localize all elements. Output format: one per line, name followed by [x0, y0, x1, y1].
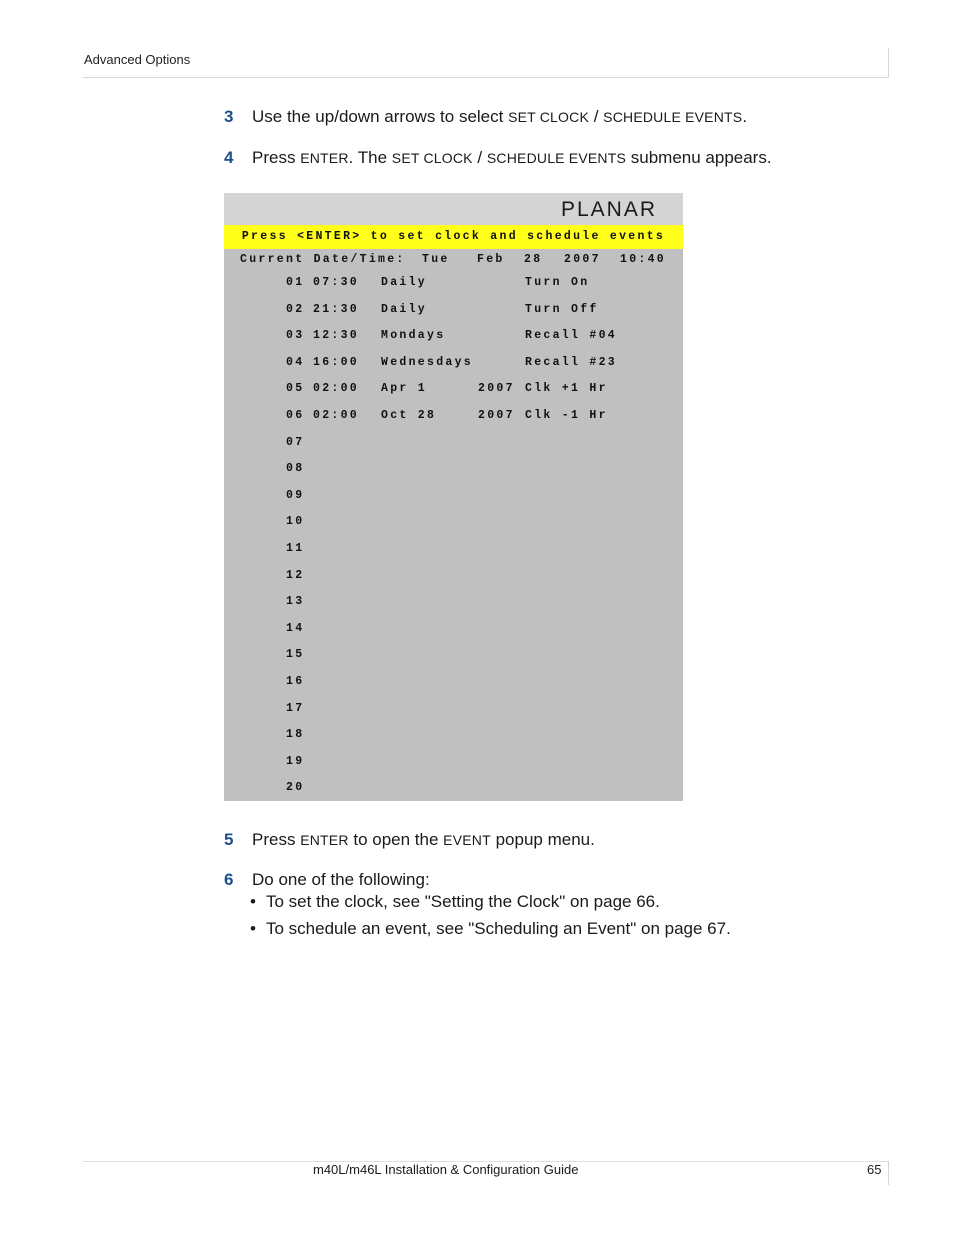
- page-header-title: Advanced Options: [84, 52, 191, 67]
- current-datetime-label: Current Date/Time:: [240, 253, 406, 266]
- event-number: 14: [286, 621, 305, 635]
- event-row[interactable]: [224, 728, 683, 748]
- svg-text:PLANAR: PLANAR: [560, 198, 658, 220]
- link-scheduling-an-event[interactable]: To schedule an event, see "Scheduling an Event" on page 67.: [266, 919, 731, 938]
- event-row[interactable]: [224, 489, 683, 509]
- event-number: 03: [286, 329, 305, 343]
- event-number: 08: [286, 462, 305, 476]
- event-row[interactable]: [224, 382, 683, 402]
- event-time: 02:00: [313, 409, 360, 422]
- event-action: Clk +1 Hr: [525, 382, 608, 396]
- menu-term: EVENT: [443, 832, 491, 848]
- event-number: 07: [286, 435, 305, 449]
- menu-term: SET CLOCK: [391, 150, 473, 166]
- event-number: 18: [286, 728, 305, 742]
- event-number: 10: [286, 515, 305, 529]
- event-day: Oct 28: [381, 409, 437, 422]
- event-day: Daily: [381, 276, 428, 289]
- footer-vertical-rule: [888, 1161, 889, 1185]
- event-year: 2007: [478, 409, 515, 422]
- event-number: 09: [286, 488, 305, 502]
- step-number: 4: [224, 148, 234, 167]
- event-action: Turn On: [525, 276, 590, 289]
- event-number: 13: [286, 595, 305, 609]
- event-time: 16:00: [313, 355, 360, 369]
- key-term: ENTER: [300, 150, 349, 166]
- event-number: 12: [286, 568, 305, 582]
- event-row[interactable]: [224, 515, 683, 535]
- event-day: Daily: [381, 302, 428, 316]
- event-day: Wednesdays: [381, 355, 474, 369]
- event-action: Clk -1 Hr: [525, 409, 608, 422]
- event-number: 19: [286, 754, 305, 768]
- osd-schedule-screen: [224, 193, 683, 801]
- step-5: 5 Press ENTER to open the EVENT popup menu.: [224, 830, 595, 849]
- header-vertical-rule: [888, 48, 889, 78]
- event-row[interactable]: [224, 675, 683, 695]
- event-action: Recall #23: [525, 355, 618, 369]
- current-month: Feb: [477, 253, 505, 266]
- event-time: 02:00: [313, 382, 360, 396]
- event-year: 2007: [478, 382, 515, 396]
- step-6: 6 Do one of the following:: [224, 870, 430, 889]
- event-row[interactable]: [224, 276, 683, 296]
- event-number: 11: [286, 542, 305, 555]
- event-action: Recall #04: [525, 329, 618, 343]
- event-row[interactable]: [224, 648, 683, 668]
- osd-instruction-banner: Press <ENTER> to set clock and schedule events: [224, 225, 683, 249]
- event-row[interactable]: [224, 595, 683, 615]
- event-number: 16: [286, 675, 305, 688]
- event-number: 17: [286, 701, 305, 715]
- bullet-item: [250, 892, 660, 912]
- event-time: 07:30: [313, 276, 360, 289]
- event-row[interactable]: [224, 702, 683, 722]
- bullet-glyph: •: [250, 892, 256, 911]
- event-time: 21:30: [313, 302, 360, 316]
- key-term: ENTER: [300, 832, 349, 848]
- event-number: 01: [286, 276, 305, 289]
- event-row[interactable]: [224, 436, 683, 456]
- event-row[interactable]: [224, 329, 683, 349]
- link-setting-the-clock[interactable]: To set the clock, see "Setting the Clock" on page 66.: [266, 892, 660, 911]
- event-number: 20: [286, 781, 305, 795]
- current-date: 28: [524, 253, 543, 266]
- event-time: 12:30: [313, 329, 360, 343]
- step-number: 3: [224, 107, 234, 126]
- event-number: 05: [286, 382, 305, 396]
- footer-guide-title: m40L/m46L Installation & Configuration Guide: [313, 1162, 579, 1177]
- event-number: 04: [286, 355, 305, 369]
- event-number: 02: [286, 302, 305, 316]
- event-row[interactable]: [224, 542, 683, 562]
- planar-logo: [551, 198, 667, 220]
- header-rule: [83, 77, 889, 78]
- step-number: 6: [224, 870, 234, 889]
- menu-term: SET CLOCK: [508, 109, 589, 125]
- step-4: 4 Press ENTER. The SET CLOCK / SCHEDULE EVENTS submenu appears.: [224, 148, 772, 167]
- bullet-item: [250, 919, 731, 939]
- event-action: Turn Off: [525, 302, 599, 316]
- event-number: 06: [286, 409, 305, 422]
- menu-term: SCHEDULE EVENTS: [603, 109, 743, 125]
- event-row[interactable]: [224, 462, 683, 482]
- event-row[interactable]: [224, 569, 683, 589]
- step-3: 3 Use the up/down arrows to select SET CLOCK / SCHEDULE EVENTS.: [224, 107, 748, 126]
- event-row[interactable]: [224, 755, 683, 775]
- current-year: 2007: [564, 253, 601, 266]
- event-day: Mondays: [381, 329, 446, 343]
- event-row[interactable]: [224, 781, 683, 801]
- osd-header-bar: [224, 193, 683, 225]
- current-day: Tue: [422, 253, 450, 266]
- event-row[interactable]: [224, 622, 683, 642]
- menu-term: SCHEDULE EVENTS: [486, 150, 627, 166]
- event-number: 15: [286, 648, 305, 662]
- event-row[interactable]: [224, 356, 683, 376]
- event-row[interactable]: [224, 409, 683, 429]
- event-row[interactable]: [224, 303, 683, 323]
- event-day: Apr 1: [381, 382, 428, 396]
- step-number: 5: [224, 830, 234, 849]
- bullet-glyph: •: [250, 919, 256, 938]
- current-time: 10:40: [620, 253, 667, 266]
- footer-page-number: 65: [867, 1162, 882, 1177]
